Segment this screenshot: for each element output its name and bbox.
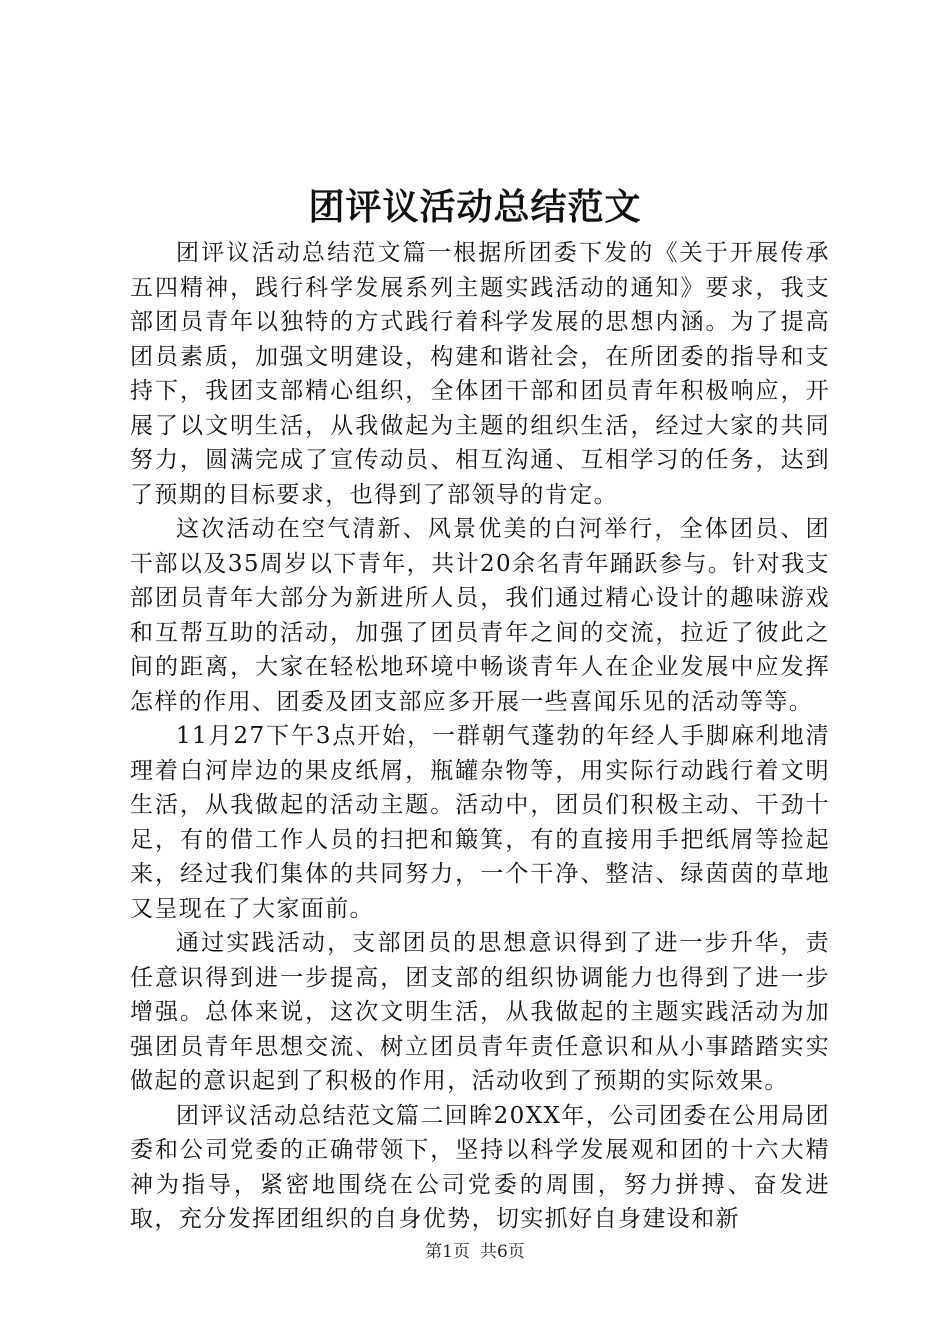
paragraph-3: 11月27下午3点开始，一群朝气蓬勃的年经人手脚麻利地清理着白河岸边的果皮纸屑，瓶罐杂物等，用实际行动践行着文明生活，从我做起的活动主题。活动中，团员们积极主动、干劲十足，有的借工作人员的扫把和簸箕，有的直接用手把纸屑等捡起来，经过我们集体的共同努力，一个干净、整洁、绿茵茵的草地又呈现在了大家面前。 xyxy=(130,723,830,922)
page-total: 共6页 xyxy=(480,1242,525,1262)
page-title: 团评议活动总结范文 xyxy=(308,186,642,228)
page-number: 第1页 xyxy=(425,1242,470,1262)
paragraph-4: 通过实践活动，支部团员的思想意识得到了进一步升华，责任意识得到进一步提高，团支部的组织协调能力也得到了进一步增强。总体来说，这次文明生活，从我做起的主题实践活动为加强团员青年思想交流、树立团员青年责任意识和从小事踏踏实实做起的意识起到了积极的作用，活动收到了预期的实际效果。 xyxy=(130,930,830,1094)
document-body xyxy=(130,236,830,1237)
paragraph-1: 团评议活动总结范文篇一根据所团委下发的《关于开展传承五四精神，践行科学发展系列主题实践活动的通知》要求，我支部团员青年以独特的方式践行着科学发展的思想内涵。为了提高团员素质，加强文明建设，构建和谐社会，在所团委的指导和支持下，我团支部精心组织，全体团干部和团员青年积极响应，开展了以文明生活，从我做起为主题的组织生活，经过大家的共同努力，圆满完成了宣传动员、相互沟通、互相学习的任务，达到了预期的目标要求，也得到了部领导的肯定。 xyxy=(130,240,830,508)
paragraph-5: 团评议活动总结范文篇二回眸20XX年，公司团委在公用局团委和公司党委的正确带领下，坚持以科学发展观和团的十六大精神为指导，紧密地围绕在公司党委的周围，努力拼搏、奋发进取，充分发挥团组织的自身优势，切实抓好自身建设和新 xyxy=(130,1102,830,1232)
paragraph-2: 这次活动在空气清新、风景优美的白河举行，全体团员、团干部以及35周岁以下青年，共计20余名青年踊跃参与。针对我支部团员青年大部分为新进所人员，我们通过精心设计的趣味游戏和互帮互助的活动，加强了团员青年之间的交流，拉近了彼此之间的距离，大家在轻松地环境中畅谈青年人在企业发展中应发挥怎样的作用、团委及团支部应多开展一些喜闻乐见的活动等等。 xyxy=(130,516,830,715)
page-footer xyxy=(0,1240,950,1264)
